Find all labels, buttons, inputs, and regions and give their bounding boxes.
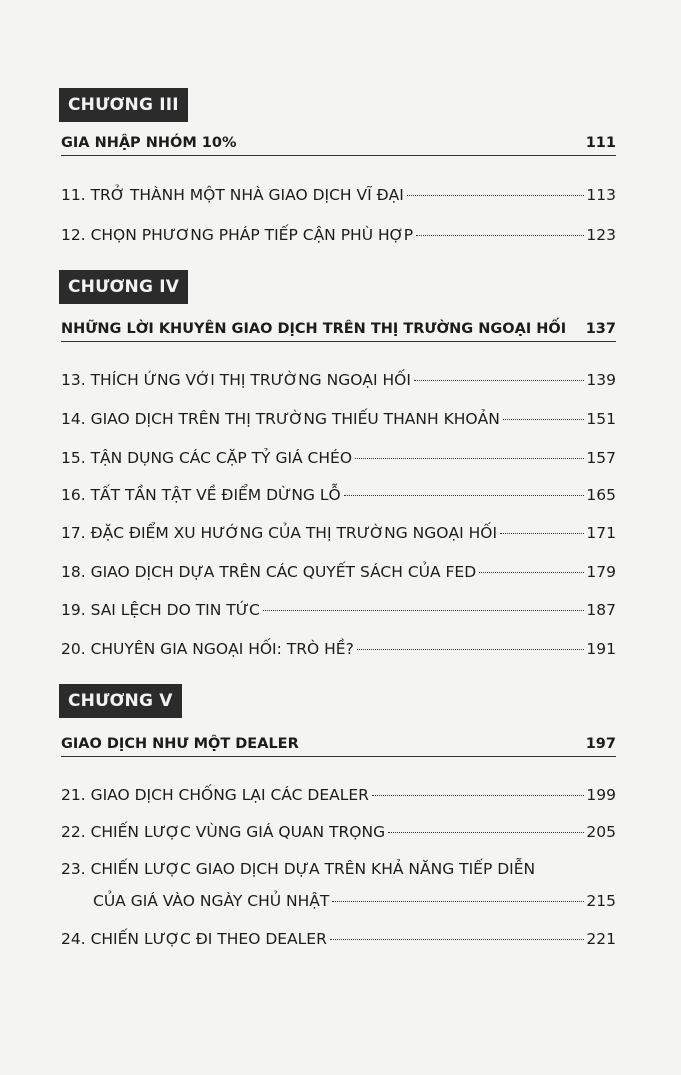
- chapter-5-label: CHƯƠNG V: [59, 684, 182, 718]
- toc-entry[interactable]: [61, 637, 616, 661]
- toc-entry-page: 215: [586, 892, 616, 910]
- toc-entry-page: 191: [586, 640, 616, 658]
- part-page-number: 111: [585, 135, 616, 151]
- toc-entry-title: 18. GIAO DỊCH DỰA TRÊN CÁC QUYẾT SÁCH CỦA FED: [61, 563, 477, 581]
- toc-entry[interactable]: [61, 446, 616, 470]
- toc-entry-page: 157: [586, 449, 616, 467]
- toc-entry-title: 24. CHIẾN LƯỢC ĐI THEO DEALER: [61, 930, 327, 948]
- toc-entry-title: 15. TẬN DỤNG CÁC CẶP TỶ GIÁ CHÉO: [61, 449, 353, 467]
- part-page-number: 197: [585, 736, 616, 752]
- toc-entry-title: 14. GIAO DỊCH TRÊN THỊ TRƯỜNG THIẾU THANH KHOẢN: [61, 410, 500, 428]
- dot-leader: [503, 419, 585, 420]
- toc-entry-page: 221: [586, 930, 616, 948]
- toc-entry-page: 123: [586, 226, 616, 244]
- dot-leader: [500, 533, 584, 534]
- toc-entry-page: 171: [586, 524, 616, 542]
- toc-entry-title: CỦA GIÁ VÀO NGÀY CHỦ NHẬT: [93, 892, 330, 910]
- toc-entry[interactable]: [61, 368, 616, 392]
- toc-entry[interactable]: [61, 820, 616, 844]
- toc-entry[interactable]: [61, 183, 616, 207]
- dot-leader: [372, 795, 584, 796]
- toc-entry[interactable]: [61, 783, 616, 807]
- toc-entry[interactable]: [61, 927, 616, 951]
- part-title: GIA NHẬP NHÓM 10%: [61, 135, 237, 151]
- dot-leader: [344, 495, 585, 496]
- toc-entry-continuation[interactable]: [93, 889, 616, 913]
- chapter-3-part-heading: [61, 130, 616, 156]
- chapter-4-part-heading: [61, 316, 616, 342]
- dot-leader: [263, 610, 585, 611]
- toc-entry[interactable]: [61, 560, 616, 584]
- part-title: NHỮNG LỜI KHUYÊN GIAO DỊCH TRÊN THỊ TRƯỜNG NGOẠI HỐI: [61, 321, 567, 337]
- dot-leader: [332, 901, 584, 902]
- toc-entry-title: 13. THÍCH ỨNG VỚI THỊ TRƯỜNG NGOẠI HỐI: [61, 371, 411, 389]
- toc-entry-page: 205: [586, 823, 616, 841]
- toc-entry-title: 20. CHUYÊN GIA NGOẠI HỐI: TRÒ HỀ?: [61, 640, 354, 658]
- toc-entry[interactable]: [61, 521, 616, 545]
- toc-entry-page: 179: [586, 563, 616, 581]
- chapter-3-label: CHƯƠNG III: [59, 88, 188, 122]
- toc-entry-title: 11. TRỞ THÀNH MỘT NHÀ GIAO DỊCH VĨ ĐẠI: [61, 186, 404, 204]
- toc-entry-page: 187: [586, 601, 616, 619]
- toc-entry-page: 165: [586, 486, 616, 504]
- part-title: GIAO DỊCH NHƯ MỘT DEALER: [61, 736, 299, 752]
- toc-entry[interactable]: [61, 223, 616, 247]
- dot-leader: [388, 832, 584, 833]
- toc-entry-title: 16. TẤT TẦN TẬT VỀ ĐIỂM DỪNG LỖ: [61, 486, 341, 504]
- toc-entry-title: 17. ĐẶC ĐIỂM XU HƯỚNG CỦA THỊ TRƯỜNG NGOẠI HỐI: [61, 524, 498, 542]
- toc-entry-title: 21. GIAO DỊCH CHỐNG LẠI CÁC DEALER: [61, 786, 369, 804]
- toc-entry[interactable]: [61, 483, 616, 507]
- toc-entry-page: 113: [586, 186, 616, 204]
- chapter-5-part-heading: [61, 731, 616, 757]
- toc-entry-title: 22. CHIẾN LƯỢC VÙNG GIÁ QUAN TRỌNG: [61, 823, 386, 841]
- toc-entry-page: 199: [586, 786, 616, 804]
- toc-entry-first-line[interactable]: 23. CHIẾN LƯỢC GIAO DỊCH DỰA TRÊN KHẢ NĂNG TIẾP DIỄN: [61, 860, 536, 878]
- toc-entry[interactable]: [61, 407, 616, 431]
- toc-entry-title: 19. SAI LỆCH DO TIN TỨC: [61, 601, 260, 619]
- dot-leader: [407, 195, 585, 196]
- toc-entry[interactable]: [61, 598, 616, 622]
- dot-leader: [479, 572, 584, 573]
- dot-leader: [355, 458, 584, 459]
- chapter-4-label: CHƯƠNG IV: [59, 270, 188, 304]
- dot-leader: [414, 380, 584, 381]
- toc-entry-page: 139: [586, 371, 616, 389]
- dot-leader: [416, 235, 584, 236]
- dot-leader: [357, 649, 585, 650]
- part-page-number: 137: [585, 321, 616, 337]
- dot-leader: [330, 939, 585, 940]
- toc-entry-page: 151: [586, 410, 616, 428]
- toc-entry-title: 12. CHỌN PHƯƠNG PHÁP TIẾP CẬN PHÙ HỢP: [61, 226, 414, 244]
